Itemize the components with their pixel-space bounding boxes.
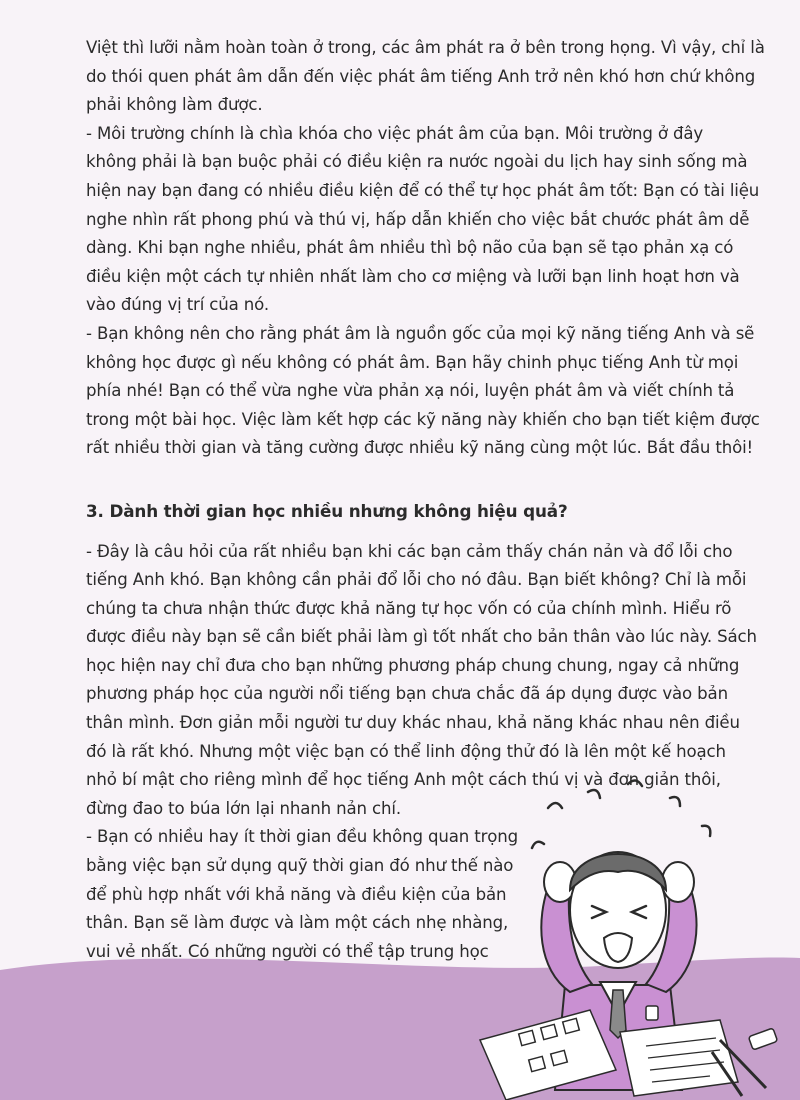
- paragraph-2-line: thân. Bạn sẽ làm được và làm một cách nhẹ nhàng,: [86, 913, 509, 933]
- paragraph-2-line: được điều này bạn sẽ cần biết phải làm gì tốt nhất cho bản thân vào lúc này. Sách: [86, 627, 757, 647]
- paragraph-2-line: tiếng Anh khó. Bạn không cần phải đổ lỗi cho nó đâu. Bạn biết không? Chỉ là mỗi: [86, 570, 747, 590]
- paragraph-2-line: đừng đao to búa lớn lại nhanh nản chí.: [86, 798, 401, 818]
- paragraph-2-line: - Bạn có nhiều hay ít thời gian đều không quan trọng: [86, 827, 519, 847]
- paragraph-1-line: không phải là bạn buộc phải có điều kiện ra nước ngoài du lịch hay sinh sống mà: [86, 152, 748, 172]
- section-heading-3: 3. Dành thời gian học nhiều nhưng không hiệu quả?: [86, 500, 568, 521]
- paragraph-1-line: không học được gì nếu không có phát âm. Bạn hãy chinh phục tiếng Anh từ mọi: [86, 352, 739, 372]
- paragraph-1-line: do thói quen phát âm dẫn đến việc phát âm tiếng Anh trở nên khó hơn chứ không: [86, 66, 756, 86]
- paragraph-2-line: nhỏ bí mật cho riêng mình để học tiếng Anh một cách thú vị và đơn giản thôi,: [86, 770, 721, 790]
- paragraph-1-line: hiện nay bạn đang có nhiều điều kiện để có thể tự học phát âm tốt: Bạn có tài liệu: [86, 180, 760, 200]
- paragraph-2-line: chúng ta chưa nhận thức được khả năng tự học vốn có của chính mình. Hiểu rõ: [86, 598, 732, 618]
- paragraph-block-1: [86, 34, 765, 463]
- paragraph-1-line: phải không làm được.: [86, 95, 263, 115]
- paragraph-2-line: bằng việc bạn sử dụng quỹ thời gian đó như thế nào: [86, 856, 514, 876]
- paragraph-2-line: đó là rất khó. Nhưng một việc bạn có thể linh động thử đó là lên một kế hoạch: [86, 741, 726, 761]
- paragraph-1-line: điều kiện một cách tự nhiên nhất làm cho cơ miệng và lưỡi bạn linh hoạt hơn và: [86, 266, 740, 286]
- paragraph-2-line: học hiện nay chỉ đưa cho bạn những phương pháp chung chung, ngay cả những: [86, 655, 740, 675]
- paragraph-1-line: nghe nhìn rất phong phú và thú vị, hấp dẫn khiến cho việc bắt chước phát âm dễ: [86, 209, 750, 229]
- paragraph-1-line: - Bạn không nên cho rằng phát âm là nguồn gốc của mọi kỹ năng tiếng Anh và sẽ: [86, 323, 755, 343]
- paragraph-1-line: trong một bài học. Việc làm kết hợp các kỹ năng này khiến cho bạn tiết kiệm được: [86, 409, 760, 429]
- paragraph-1-line: rất nhiều thời gian và tăng cường được nhiều kỹ năng cùng một lúc. Bắt đầu thôi!: [86, 438, 754, 458]
- paragraph-2-line: thân mình. Đơn giản mỗi người tư duy khác nhau, khả năng khác nhau nên điều: [86, 713, 740, 733]
- paragraph-1-line: Việt thì lưỡi nằm hoàn toàn ở trong, các âm phát ra ở bên trong họng. Vì vậy, chỉ là: [86, 38, 765, 57]
- paragraph-2-line: phương pháp học của người nổi tiếng bạn chưa chắc đã áp dụng được vào bản: [86, 684, 728, 704]
- paragraph-2-line: - Đây là câu hỏi của rất nhiều bạn khi các bạn cảm thấy chán nản và đổ lỗi cho: [86, 541, 733, 561]
- paragraph-2-line: vui vẻ nhất. Có những người có thể tập trung học: [86, 941, 489, 961]
- stressed-student-illustration: [420, 770, 800, 1100]
- paragraph-1-line: dàng. Khi bạn nghe nhiều, phát âm nhiều thì bộ não của bạn sẽ tạo phản xạ có: [86, 238, 734, 258]
- paragraph-1-line: - Môi trường chính là chìa khóa cho việc phát âm của bạn. Môi trường ở đây: [86, 123, 704, 143]
- paragraph-2-line: để phù hợp nhất với khả năng và điều kiện của bản: [86, 884, 507, 904]
- paragraph-1-line: vào đúng vị trí của nó.: [86, 295, 269, 315]
- paragraph-1-line: phía nhé! Bạn có thể vừa nghe vừa phản xạ nói, luyện phát âm và viết chính tả: [86, 381, 735, 401]
